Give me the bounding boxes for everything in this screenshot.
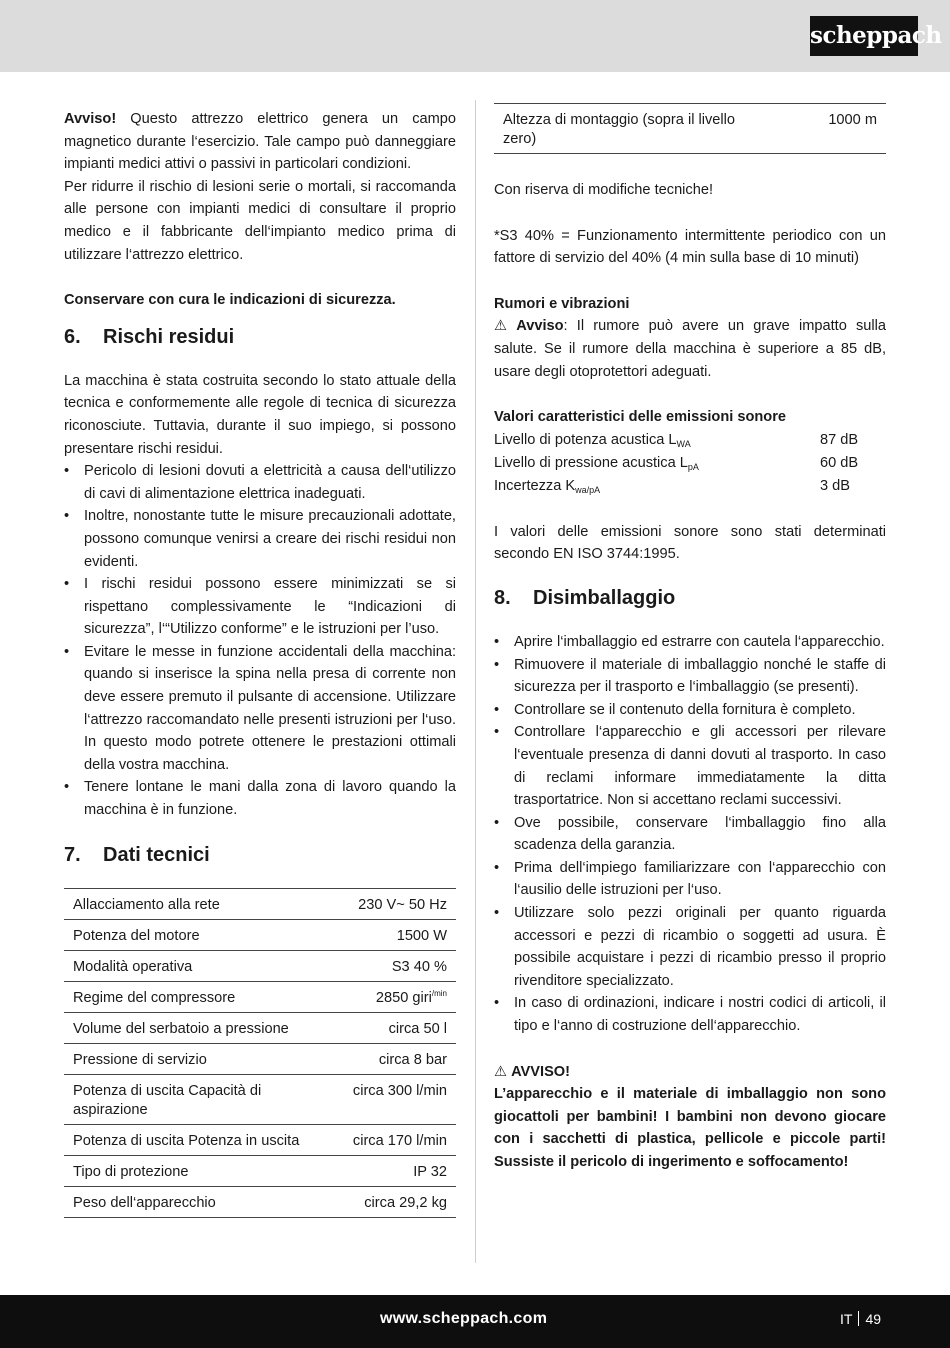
final-warning-label: AVVISO! <box>511 1063 571 1080</box>
spec-label: Tipo di protezione <box>73 1163 189 1180</box>
emission-subscript: wa/pA <box>575 484 601 495</box>
noise-warning-text: : Il rumore può avere un grave impatto sulla salute. Se il rumore della macchina è superiore a 85 dB, usare degli otoprotettori adeguati. <box>494 318 886 380</box>
keep-safety-instructions: Conservare con cura le indicazioni di sicurezza. <box>64 292 396 309</box>
spec-value: 230 V~ 50 Hz <box>358 896 447 913</box>
emission-label-text: Livello di pressione acustica L <box>494 454 688 471</box>
emission-value: 87 dB <box>820 431 859 448</box>
list-item: • I rischi residui possono essere minimizzati se si rispettano complessivamente le “Indicazioni di sicurezza”, l‘“Utilizzo conforme” e le istruzioni per l’uso. <box>64 573 456 641</box>
table-row <box>64 1186 456 1217</box>
table-row <box>64 1124 456 1155</box>
emission-label-text: Incertezza K <box>494 477 576 494</box>
list-item: • Prima dell‘impiego familiarizzare con l‘apparecchio con l‘ausilio delle istruzioni per l‘uso. <box>494 857 886 902</box>
warning-label: Avviso! <box>64 111 117 127</box>
medical-implant-advice: Per ridurre il rischio di lesioni serie o mortali, si raccomanda alle persone con impianti medici di consultare il proprio medico e il fabbricante dell‘impianto medico prima di utilizzare l‘attrezzo elettrico. <box>64 178 456 263</box>
emission-value: 60 dB <box>820 454 859 471</box>
spec-value: 1500 W <box>396 927 447 944</box>
spec-value: circa 50 l <box>388 1020 447 1037</box>
section-number: 6. <box>64 325 81 348</box>
spec-label: Potenza del motore <box>73 927 200 944</box>
table-row <box>494 104 886 154</box>
footer-page-indicator <box>840 1308 881 1330</box>
spec-label: Regime del compressore <box>73 989 236 1006</box>
table-row <box>64 1074 456 1124</box>
noise-warning <box>494 315 886 383</box>
table-row <box>64 919 456 950</box>
emission-value: 3 dB <box>820 477 851 494</box>
table-row <box>64 1012 456 1043</box>
spec-value: circa 29,2 kg <box>364 1194 447 1211</box>
right-column <box>494 103 886 1174</box>
spec-value <box>344 981 456 1012</box>
emission-note: I valori delle emissioni sonore sono stati determinati secondo EN ISO 3744:1995. <box>494 523 886 563</box>
list-item: • Tenere lontane le mani dalla zona di lavoro quando la macchina è in funzione. <box>64 776 456 821</box>
unpacking-list <box>494 631 886 1038</box>
list-item: • Rimuovere il materiale di imballaggio nonché le staffe di sicurezza per il trasporto e l‘imballaggio (se presenti). <box>494 654 886 699</box>
warning-triangle-icon: ⚠ <box>494 318 513 335</box>
warning-triangle-icon: ⚠ <box>494 1063 508 1080</box>
section-title: Dati tecnici <box>103 843 210 866</box>
page-number: 49 <box>865 1311 882 1327</box>
final-warning-text: L’apparecchio e il materiale di imballaggio non sono giocattoli per bambini! I bambini non devono giocare con i sacchetti di plastica, pellicole e piccole parti! Sussiste il pericolo di ingerimento e soffocamento! <box>494 1086 886 1170</box>
section-6-heading <box>64 324 456 350</box>
spec-value: circa 8 bar <box>378 1051 447 1068</box>
section-number: 8. <box>494 586 511 609</box>
table-row <box>64 888 456 919</box>
scheppach-logo: scheppach <box>810 16 918 56</box>
list-item: • Inoltre, nonostante tutte le misure precauzionali adottate, possono comunque venirsi a creare dei rischi residui non evidenti. <box>64 505 456 573</box>
emission-label <box>494 429 820 452</box>
spec-label: Allacciamento alla rete <box>73 896 220 913</box>
footer-divider <box>858 1311 859 1326</box>
list-item: • Ove possibile, conservare l‘imballaggio fino alla scadenza della garanzia. <box>494 812 886 857</box>
technical-data-table <box>64 888 456 1218</box>
list-item: • Aprire l‘imballaggio ed estrarre con cautela l‘apparecchio. <box>494 631 886 654</box>
final-warning-heading <box>494 1061 886 1084</box>
spec-label: Altezza di montaggio (sopra il livello zero) <box>503 112 735 147</box>
table-row <box>64 1155 456 1186</box>
spec-value: IP 32 <box>413 1163 447 1180</box>
magnetic-field-warning <box>64 108 456 176</box>
section-title: Rischi residui <box>103 325 235 348</box>
spec-value-unit: /min <box>431 988 447 998</box>
section-number: 7. <box>64 843 81 866</box>
header-band <box>0 0 950 72</box>
emission-label <box>494 475 820 498</box>
language-code: IT <box>840 1311 853 1327</box>
spec-value: circa 170 l/min <box>352 1132 447 1149</box>
residual-risks-intro: La macchina è stata costruita secondo lo stato attuale della tecnica e conformemente alle regole di tecnica di sicurezza riconosciute. Tuttavia, durante il suo impiego, si possono presentare rischi residui. <box>64 372 456 457</box>
spec-label: Peso dell‘apparecchio <box>73 1194 216 1211</box>
section-7-heading <box>64 842 456 868</box>
spec-label: Potenza di uscita Potenza in uscita <box>73 1132 300 1149</box>
spec-label: Potenza di uscita Capacità di aspirazione <box>73 1082 262 1118</box>
noise-heading: Rumori e vibrazioni <box>494 295 630 312</box>
emission-label <box>494 452 820 475</box>
spec-label: Volume del serbatoio a pressione <box>73 1020 289 1037</box>
list-item: • Utilizzare solo pezzi originali per quanto riguarda accessori e pezzi di ricambio o soggetti ad usura. È possibile acquistare i pezzi di ricambio presso il proprio rivenditore specializzato. <box>494 902 886 992</box>
list-item: • Evitare le messe in funzione accidentali della macchina: quando si inserisce la spina nella presa di corrente non deve essere premuto il pulsante di accensione. Utilizzare l‘attrezzo raccomandato nelle presenti istruzioni per l‘uso. In questo modo potrete ottenere le prestazioni ottimali della vostra macchina. <box>64 641 456 777</box>
spec-value: S3 40 % <box>391 958 447 975</box>
emission-table <box>494 429 886 498</box>
emission-subscript: pA <box>687 461 699 472</box>
table-row <box>494 429 886 452</box>
residual-risks-list <box>64 460 456 822</box>
table-row <box>64 1043 456 1074</box>
altitude-table <box>494 103 886 154</box>
emission-label-text: Livello di potenza acustica L <box>494 431 677 448</box>
section-8-heading <box>494 585 886 611</box>
spec-label: Modalità operativa <box>73 958 193 975</box>
noise-warning-label: Avviso <box>516 318 564 335</box>
emission-subscript: WA <box>676 438 691 449</box>
spec-label: Pressione di servizio <box>73 1051 207 1068</box>
table-row <box>494 452 886 475</box>
list-item: • Pericolo di lesioni dovuti a elettricità a causa dell‘utilizzo di cavi di alimentazione elettrica inadeguati. <box>64 460 456 505</box>
spec-value: circa 300 l/min <box>352 1082 447 1099</box>
column-divider <box>475 100 476 1263</box>
footer-website-link[interactable]: www.scheppach.com <box>380 1310 548 1327</box>
reserve-note: Con riserva di modifiche tecniche! <box>494 182 714 198</box>
left-column <box>64 108 456 1218</box>
table-row <box>64 981 456 1012</box>
emission-heading: Valori caratteristici delle emissioni sonore <box>494 409 786 426</box>
warning-text: Questo attrezzo elettrico genera un campo magnetico durante l‘esercizio. Tale campo può danneggiare impianti medici attivi o passivi in particolari condizioni. <box>64 111 456 173</box>
list-item: • In caso di ordinazioni, indicare i nostri codici di articoli, il tipo e l‘anno di costruzione dell‘apparecchio. <box>494 992 886 1037</box>
spec-value-number: 2850 giri <box>375 989 432 1006</box>
table-row <box>494 475 886 498</box>
section-title: Disimballaggio <box>533 586 676 609</box>
spec-value: 1000 m <box>828 112 877 128</box>
table-row <box>64 950 456 981</box>
list-item: • Controllare se il contenuto della fornitura è completo. <box>494 699 886 722</box>
list-item: • Controllare l‘apparecchio e gli accessori per rilevare l‘eventuale presenza di danni dovuti al trasporto. In caso di reclami informare immediatamente la ditta trasportatrice. Non si accettano reclami successivi. <box>494 721 886 811</box>
s3-note: *S3 40% = Funzionamento intermittente periodico con un fattore di servizio del 40% (4 min sulla base di 10 minuti) <box>494 227 886 267</box>
